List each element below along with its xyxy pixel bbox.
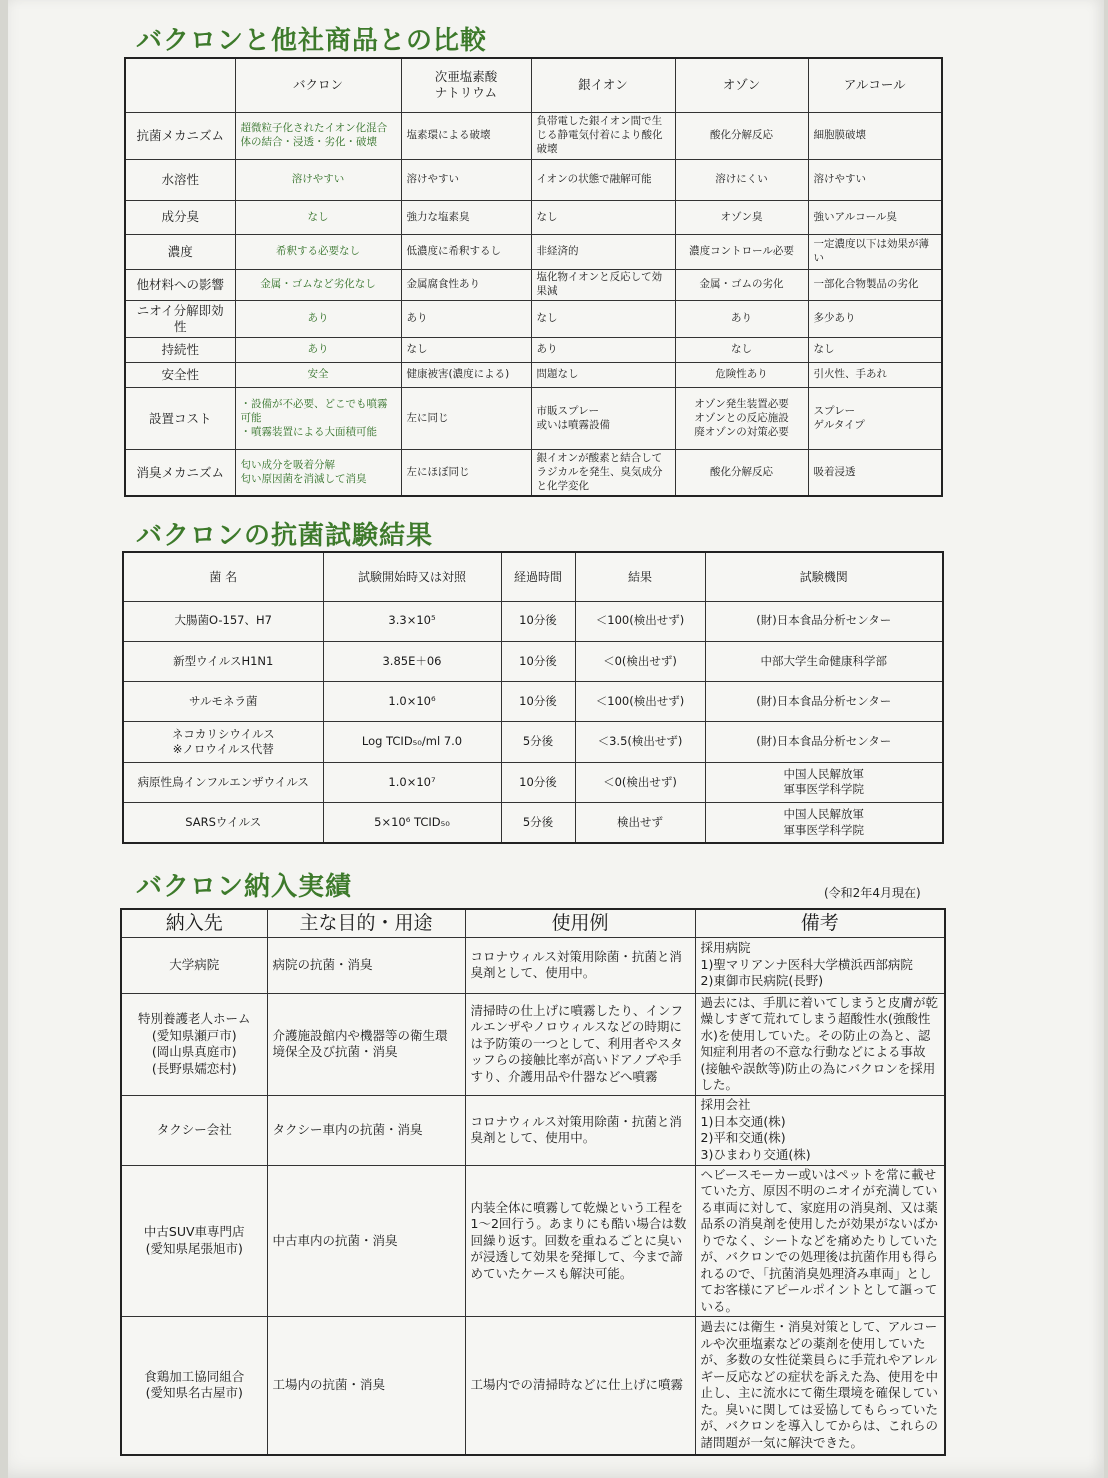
comparison-header-hypochlorite: 次亜塩素酸 ナトリウム (401, 58, 531, 112)
comparison-cell: あり (235, 301, 401, 338)
test-header-initial: 試験開始時又は対照 (323, 552, 501, 601)
test-cell-org: 中国人民解放軍 軍事医学科学院 (705, 803, 943, 843)
comparison-header-row (125, 58, 942, 112)
delivery-date-note: (令和2年4月現在) (824, 886, 921, 900)
delivery-cell-client: 食鶏加工協同組合 (愛知県名古屋市) (121, 1317, 267, 1455)
comparison-row (125, 337, 942, 362)
comparison-table (124, 57, 943, 497)
comparison-header-blank (125, 58, 235, 112)
comparison-cell: 安全 (235, 362, 401, 388)
delivery-cell-client: タクシー会社 (121, 1095, 267, 1165)
test-header-time: 経過時間 (501, 552, 575, 601)
comparison-header-ozone: オゾン (675, 58, 808, 112)
delivery-cell-example: 清掃時の仕上げに噴霧したり、インフルエンザやノロウィルスなどの時期には予防策の一つとして、利用者やスタッフらの接触比率が高いドアノブや手すり、介護用品や什器などへ噴霧 (465, 993, 695, 1095)
comparison-row-label: 濃度 (125, 234, 235, 269)
comparison-cell: 強力な塩素臭 (401, 201, 531, 234)
test-results-title: バクロンの抗菌試験結果 (136, 521, 434, 551)
delivery-table (120, 908, 946, 1456)
comparison-cell: 金属・ゴムの劣化 (675, 269, 808, 300)
test-cell-name: SARSウイルス (123, 803, 323, 843)
delivery-cell-note: 採用病院 1)聖マリアンナ医科大学横浜西部病院 2)東御市民病院(長野) (695, 937, 945, 993)
comparison-header-alcohol: アルコール (808, 58, 942, 112)
comparison-row (125, 269, 942, 300)
delivery-cell-client: 特別養護老人ホーム (愛知県瀬戸市) (岡山県真庭市) (長野県嬬恋村) (121, 993, 267, 1095)
delivery-body (121, 937, 945, 1455)
comparison-cell: オゾン発生装置必要 オゾンとの反応施設 廃オゾンの対策必要 (675, 388, 808, 450)
test-cell-time: 10分後 (501, 682, 575, 722)
comparison-cell: 銀イオンが酸素と結合してラジカルを発生、臭気成分と化学変化 (531, 450, 675, 496)
test-cell-initial: Log TCID₅₀/ml 7.0 (323, 722, 501, 762)
comparison-cell: 強いアルコール臭 (808, 201, 942, 234)
test-cell-time: 10分後 (501, 601, 575, 641)
comparison-cell: 一定濃度以下は効果が薄い (808, 234, 942, 269)
test-row (123, 803, 943, 843)
test-cell-result: ＜0(検出せず) (575, 641, 705, 681)
comparison-cell: ・設備が不必要、どこでも噴霧可能 ・噴霧装置による大面積可能 (235, 388, 401, 450)
test-results-table (122, 551, 944, 844)
comparison-cell: あり (401, 301, 531, 338)
comparison-cell: 負帯電した銀イオン間で生じる静電気付着により酸化破壊 (531, 112, 675, 160)
comparison-cell: 濃度コントロール必要 (675, 234, 808, 269)
comparison-cell: 溶けやすい (235, 160, 401, 201)
comparison-cell: 健康被害(濃度による) (401, 362, 531, 388)
comparison-row (125, 234, 942, 269)
comparison-cell: 超微粒子化されたイオン化混合体の結合・浸透・劣化・破壊 (235, 112, 401, 160)
comparison-cell: 酸化分解反応 (675, 112, 808, 160)
comparison-cell: 溶けにくい (675, 160, 808, 201)
test-row (123, 641, 943, 681)
comparison-cell: イオンの状態で融解可能 (531, 160, 675, 201)
test-header-result: 結果 (575, 552, 705, 601)
comparison-cell: なし (675, 337, 808, 362)
delivery-cell-purpose: 病院の抗菌・消臭 (267, 937, 465, 993)
comparison-row (125, 301, 942, 338)
delivery-cell-note: 採用会社 1)日本交通(株) 2)平和交通(株) 3)ひまわり交通(株) (695, 1095, 945, 1165)
delivery-cell-purpose: 中古車内の抗菌・消臭 (267, 1165, 465, 1317)
comparison-cell: なし (235, 201, 401, 234)
delivery-row (121, 937, 945, 993)
test-cell-result: 検出せず (575, 803, 705, 843)
comparison-row-label: 成分臭 (125, 201, 235, 234)
comparison-row-label: 抗菌メカニズム (125, 112, 235, 160)
comparison-row (125, 450, 942, 496)
delivery-header-note: 備考 (695, 909, 945, 937)
comparison-row-label: 水溶性 (125, 160, 235, 201)
comparison-cell: 多少あり (808, 301, 942, 338)
delivery-cell-example: 内装全体に噴霧して乾燥という工程を1～2回行う。あまりにも酷い場合は数回繰り返す。回数を重ねるごとに臭いが浸透して効果を発揮して、今まで諦めていたケースも解決可能。 (465, 1165, 695, 1317)
comparison-cell: 危険性あり (675, 362, 808, 388)
comparison-body (125, 112, 942, 496)
test-cell-name: サルモネラ菌 (123, 682, 323, 722)
test-row (123, 601, 943, 641)
comparison-cell: 溶けやすい (808, 160, 942, 201)
test-cell-name: 新型ウイルスH1N1 (123, 641, 323, 681)
delivery-row (121, 1095, 945, 1165)
delivery-row (121, 993, 945, 1095)
test-cell-name: ネコカリシウイルス ※ノロウイルス代替 (123, 722, 323, 762)
delivery-cell-example: コロナウィルス対策用除菌・抗菌と消臭剤として、使用中。 (465, 1095, 695, 1165)
comparison-cell: 溶けやすい (401, 160, 531, 201)
test-cell-initial: 5×10⁶ TCID₅₀ (323, 803, 501, 843)
test-cell-result: ＜100(検出せず) (575, 682, 705, 722)
comparison-row (125, 362, 942, 388)
comparison-cell: 問題なし (531, 362, 675, 388)
delivery-row (121, 1165, 945, 1317)
comparison-row-label: ニオイ分解即効性 (125, 301, 235, 338)
delivery-cell-example: 工場内での清掃時などに仕上げに噴霧 (465, 1317, 695, 1455)
comparison-header-silver-ion: 銀イオン (531, 58, 675, 112)
comparison-cell: 塩化物イオンと反応して効果減 (531, 269, 675, 300)
test-cell-org: (財)日本食品分析センター (705, 682, 943, 722)
comparison-cell: なし (531, 201, 675, 234)
test-cell-initial: 3.85E＋06 (323, 641, 501, 681)
comparison-cell: あり (531, 337, 675, 362)
comparison-cell: なし (401, 337, 531, 362)
comparison-cell: 低濃度に希釈するし (401, 234, 531, 269)
comparison-cell: なし (808, 337, 942, 362)
comparison-cell: あり (675, 301, 808, 338)
delivery-cell-note: ヘビースモーカー或いはペットを常に載せていた方、原因不明のニオイが充満している車両に対して、家庭用の消臭剤、又は薬品系の消臭剤を使用したが効果がないばかりでなく、シートなどを痛めたりしていたが、バクロンでの処理後は抗菌作用も得られるので、「抗菌消臭処理済み車両」としてお客様にアピールポイントとして謳っている。 (695, 1165, 945, 1317)
delivery-title: バクロン納入実績 (136, 872, 353, 902)
comparison-row-label: 消臭メカニズム (125, 450, 235, 496)
test-row (123, 722, 943, 762)
comparison-row (125, 388, 942, 450)
test-body (123, 601, 943, 843)
delivery-cell-client: 中古SUV車専門店 (愛知県尾張旭市) (121, 1165, 267, 1317)
test-row (123, 762, 943, 802)
comparison-cell: スプレー ゲルタイプ (808, 388, 942, 450)
comparison-cell: 非経済的 (531, 234, 675, 269)
comparison-cell: 左にほぼ同じ (401, 450, 531, 496)
test-cell-org: (財)日本食品分析センター (705, 601, 943, 641)
delivery-cell-purpose: タクシー車内の抗菌・消臭 (267, 1095, 465, 1165)
test-cell-name: 病原性鳥インフルエンザウイルス (123, 762, 323, 802)
delivery-header-example: 使用例 (465, 909, 695, 937)
test-cell-org: 中部大学生命健康科学部 (705, 641, 943, 681)
delivery-cell-example: コロナウィルス対策用除菌・抗菌と消臭剤として、使用中。 (465, 937, 695, 993)
test-cell-initial: 1.0×10⁷ (323, 762, 501, 802)
comparison-cell: 左に同じ (401, 388, 531, 450)
comparison-cell: 匂い成分を吸着分解 匂い原因菌を消滅して消臭 (235, 450, 401, 496)
test-cell-time: 10分後 (501, 762, 575, 802)
delivery-cell-note: 過去には衛生・消臭対策として、アルコールや次亜塩素などの薬剤を使用していたが、多数の女性従業員らに手荒れやアレルギー反応などの症状を訴えた為、使用を中止し、主に流水にて衛生環境を確保していた。臭いに関しては妥協してもらっていたが、バクロンを導入してからは、これらの諸問題が一気に解決できた。 (695, 1317, 945, 1455)
document-page (8, 0, 1104, 1478)
delivery-cell-purpose: 工場内の抗菌・消臭 (267, 1317, 465, 1455)
test-header-row (123, 552, 943, 601)
delivery-row (121, 1317, 945, 1455)
comparison-title: バクロンと他社商品との比較 (136, 26, 488, 56)
test-cell-org: 中国人民解放軍 軍事医学科学院 (705, 762, 943, 802)
test-header-name: 菌 名 (123, 552, 323, 601)
comparison-cell: 細胞膜破壊 (808, 112, 942, 160)
delivery-cell-client: 大学病院 (121, 937, 267, 993)
test-cell-initial: 1.0×10⁶ (323, 682, 501, 722)
comparison-cell: 酸化分解反応 (675, 450, 808, 496)
delivery-header-row (121, 909, 945, 937)
comparison-cell: 引火性、手あれ (808, 362, 942, 388)
comparison-row (125, 112, 942, 160)
delivery-header-purpose: 主な目的・用途 (267, 909, 465, 937)
comparison-cell: 吸着浸透 (808, 450, 942, 496)
comparison-cell: 希釈する必要なし (235, 234, 401, 269)
test-cell-time: 10分後 (501, 641, 575, 681)
comparison-row (125, 201, 942, 234)
test-cell-time: 5分後 (501, 722, 575, 762)
test-header-org: 試験機関 (705, 552, 943, 601)
comparison-cell: なし (531, 301, 675, 338)
comparison-row-label: 他材料への影響 (125, 269, 235, 300)
test-cell-initial: 3.3×10⁵ (323, 601, 501, 641)
test-row (123, 682, 943, 722)
comparison-row (125, 160, 942, 201)
comparison-cell: 金属・ゴムなど劣化なし (235, 269, 401, 300)
delivery-cell-purpose: 介護施設館内や機器等の衛生環境保全及び抗菌・消臭 (267, 993, 465, 1095)
test-cell-name: 大腸菌O-157、H7 (123, 601, 323, 641)
comparison-header-bakuron: バクロン (235, 58, 401, 112)
comparison-cell: 金属腐食性あり (401, 269, 531, 300)
comparison-cell: 塩素環による破壊 (401, 112, 531, 160)
comparison-row-label: 持続性 (125, 337, 235, 362)
test-cell-org: (財)日本食品分析センター (705, 722, 943, 762)
comparison-cell: オゾン臭 (675, 201, 808, 234)
test-cell-time: 5分後 (501, 803, 575, 843)
delivery-cell-note: 過去には、手肌に着いてしまうと皮膚が乾燥しすぎて荒れてしまう超酸性水(強酸性水)を使用していた。その防止の為と、認知症利用者の不意な行動などによる事故(接触や誤飲等)防止の為にバクロンを採用した。 (695, 993, 945, 1095)
comparison-row-label: 安全性 (125, 362, 235, 388)
comparison-row-label: 設置コスト (125, 388, 235, 450)
comparison-cell: 市販スプレー 或いは噴霧設備 (531, 388, 675, 450)
comparison-cell: あり (235, 337, 401, 362)
delivery-header-client: 納入先 (121, 909, 267, 937)
test-cell-result: ＜3.5(検出せず) (575, 722, 705, 762)
test-cell-result: ＜100(検出せず) (575, 601, 705, 641)
test-cell-result: ＜0(検出せず) (575, 762, 705, 802)
comparison-cell: 一部化合物製品の劣化 (808, 269, 942, 300)
